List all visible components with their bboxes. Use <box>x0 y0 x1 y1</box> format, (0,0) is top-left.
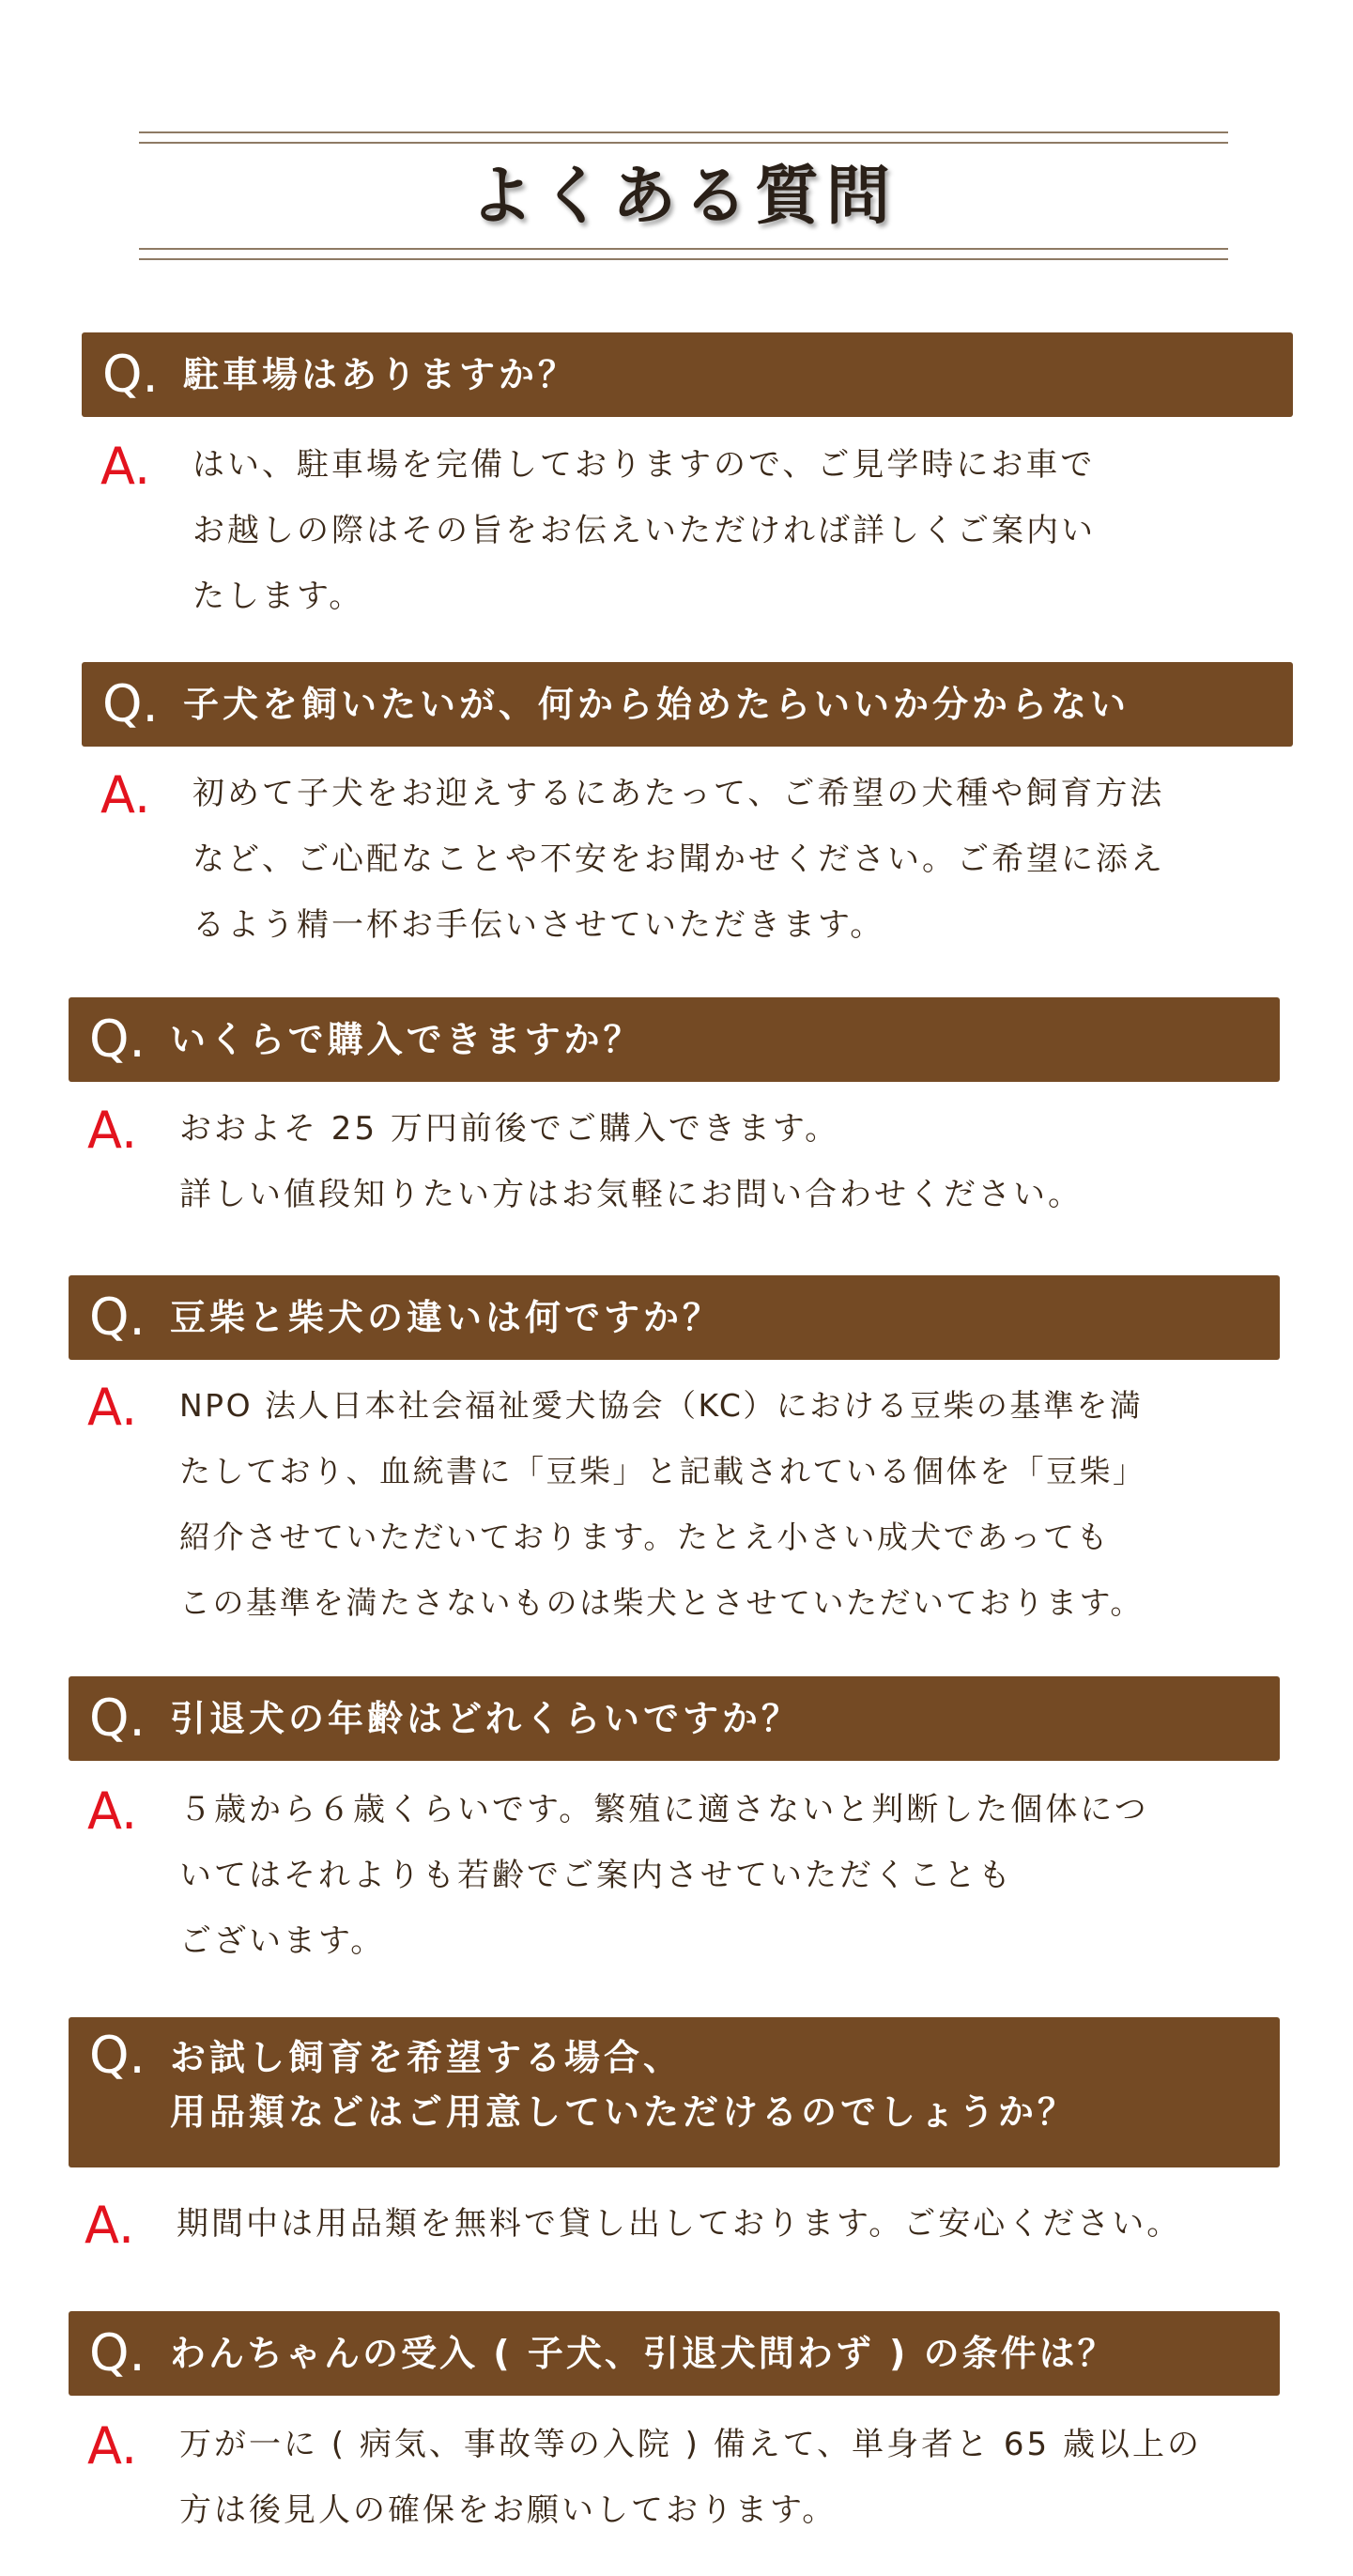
faq-question-text: お試し飼育を希望する場合、 用品類などはご用意していただけるのでしょうか？ <box>170 2037 1078 2133</box>
question-mark: Q. <box>89 1010 146 1069</box>
faq-question-text: 子犬を飼いたいが、何から始めたらいいか分からない <box>183 684 1130 725</box>
faq-answer-text: ５歳から６歳くらいです。繁殖に適さないと判断した個体につ いてはそれよりも若齢でご案内させていただくことも ございます。 <box>179 1791 1149 1960</box>
faq-question-bar <box>69 1676 1280 1761</box>
question-mark: Q. <box>89 2323 146 2383</box>
faq-answer-text: NPO 法人日本社会福祉愛犬協会（KC）における豆柴の基準を満 たしており、血統書に「豆柴」と記載されている個体を「豆柴」 紹介させていただいております。たとえ小さい成犬であっても この基準を満たさないものは柴犬とさせていただいております。 <box>179 1387 1146 1621</box>
faq-question-bar <box>82 332 1293 417</box>
faq-question-text: いくらで購入できますか？ <box>170 1019 643 1060</box>
title-rule-top-outer <box>139 131 1228 133</box>
title-rule-bottom-outer <box>139 258 1228 260</box>
faq-question-text: 豆柴と柴犬の違いは何ですか？ <box>170 1297 723 1338</box>
title-rule-bottom-inner <box>139 248 1228 250</box>
answer-mark: A. <box>85 2196 135 2255</box>
question-mark: Q. <box>102 345 159 404</box>
title-rule-top-inner <box>139 142 1228 144</box>
faq-answer-text: 万が一に ( 病気、事故等の入院 ) 備えて、単身者と 65 歳以上の 方は後見人の確保をお願いしております。 <box>179 2426 1202 2529</box>
faq-answer-text: 初めて子犬をお迎えするにあたって、ご希望の犬種や飼育方法 など、ご心配なことや不安をお聞かせください。ご希望に添え るよう精一杯お手伝いさせていただきます。 <box>192 775 1165 944</box>
faq-answer-text: おおよそ 25 万円前後でご購入できます。 詳しい値段知りたい方はお気軽にお問い合わせください。 <box>179 1110 1083 1213</box>
faq-question-text: わんちゃんの受入 ( 子犬、引退犬問わず ) の条件は？ <box>170 2333 1116 2374</box>
faq-question-bar <box>69 997 1280 1082</box>
answer-mark: A. <box>87 2416 138 2476</box>
answer-mark: A. <box>87 1101 138 1160</box>
answer-mark: A. <box>87 1378 138 1437</box>
answer-mark: A. <box>100 765 151 825</box>
answer-mark: A. <box>87 1782 138 1841</box>
faq-question-text: 駐車場はありますか？ <box>183 354 578 395</box>
answer-mark: A. <box>100 437 151 496</box>
page-title-block <box>139 131 1228 265</box>
question-mark: Q. <box>89 1288 146 1347</box>
faq-question-text: 引退犬の年齢はどれくらいですか？ <box>170 1698 802 1739</box>
faq-question-bar <box>82 662 1293 747</box>
page-title: よくある質問 <box>469 160 898 234</box>
faq-answer-text: はい、駐車場を完備しておりますので、ご見学時にお車で お越しの際はその旨をお伝えいただければ詳しくご案内い たします。 <box>192 446 1096 615</box>
faq-question-bar <box>69 2311 1280 2396</box>
faq-answer-text: 期間中は用品類を無料で貸し出しております。ご安心ください。 <box>177 2205 1182 2243</box>
question-mark: Q. <box>102 674 159 733</box>
question-mark: Q. <box>89 1689 146 1748</box>
faq-question-bar <box>69 2017 1280 2167</box>
faq-question-bar <box>69 1275 1280 1360</box>
question-mark: Q. <box>89 2026 146 2085</box>
